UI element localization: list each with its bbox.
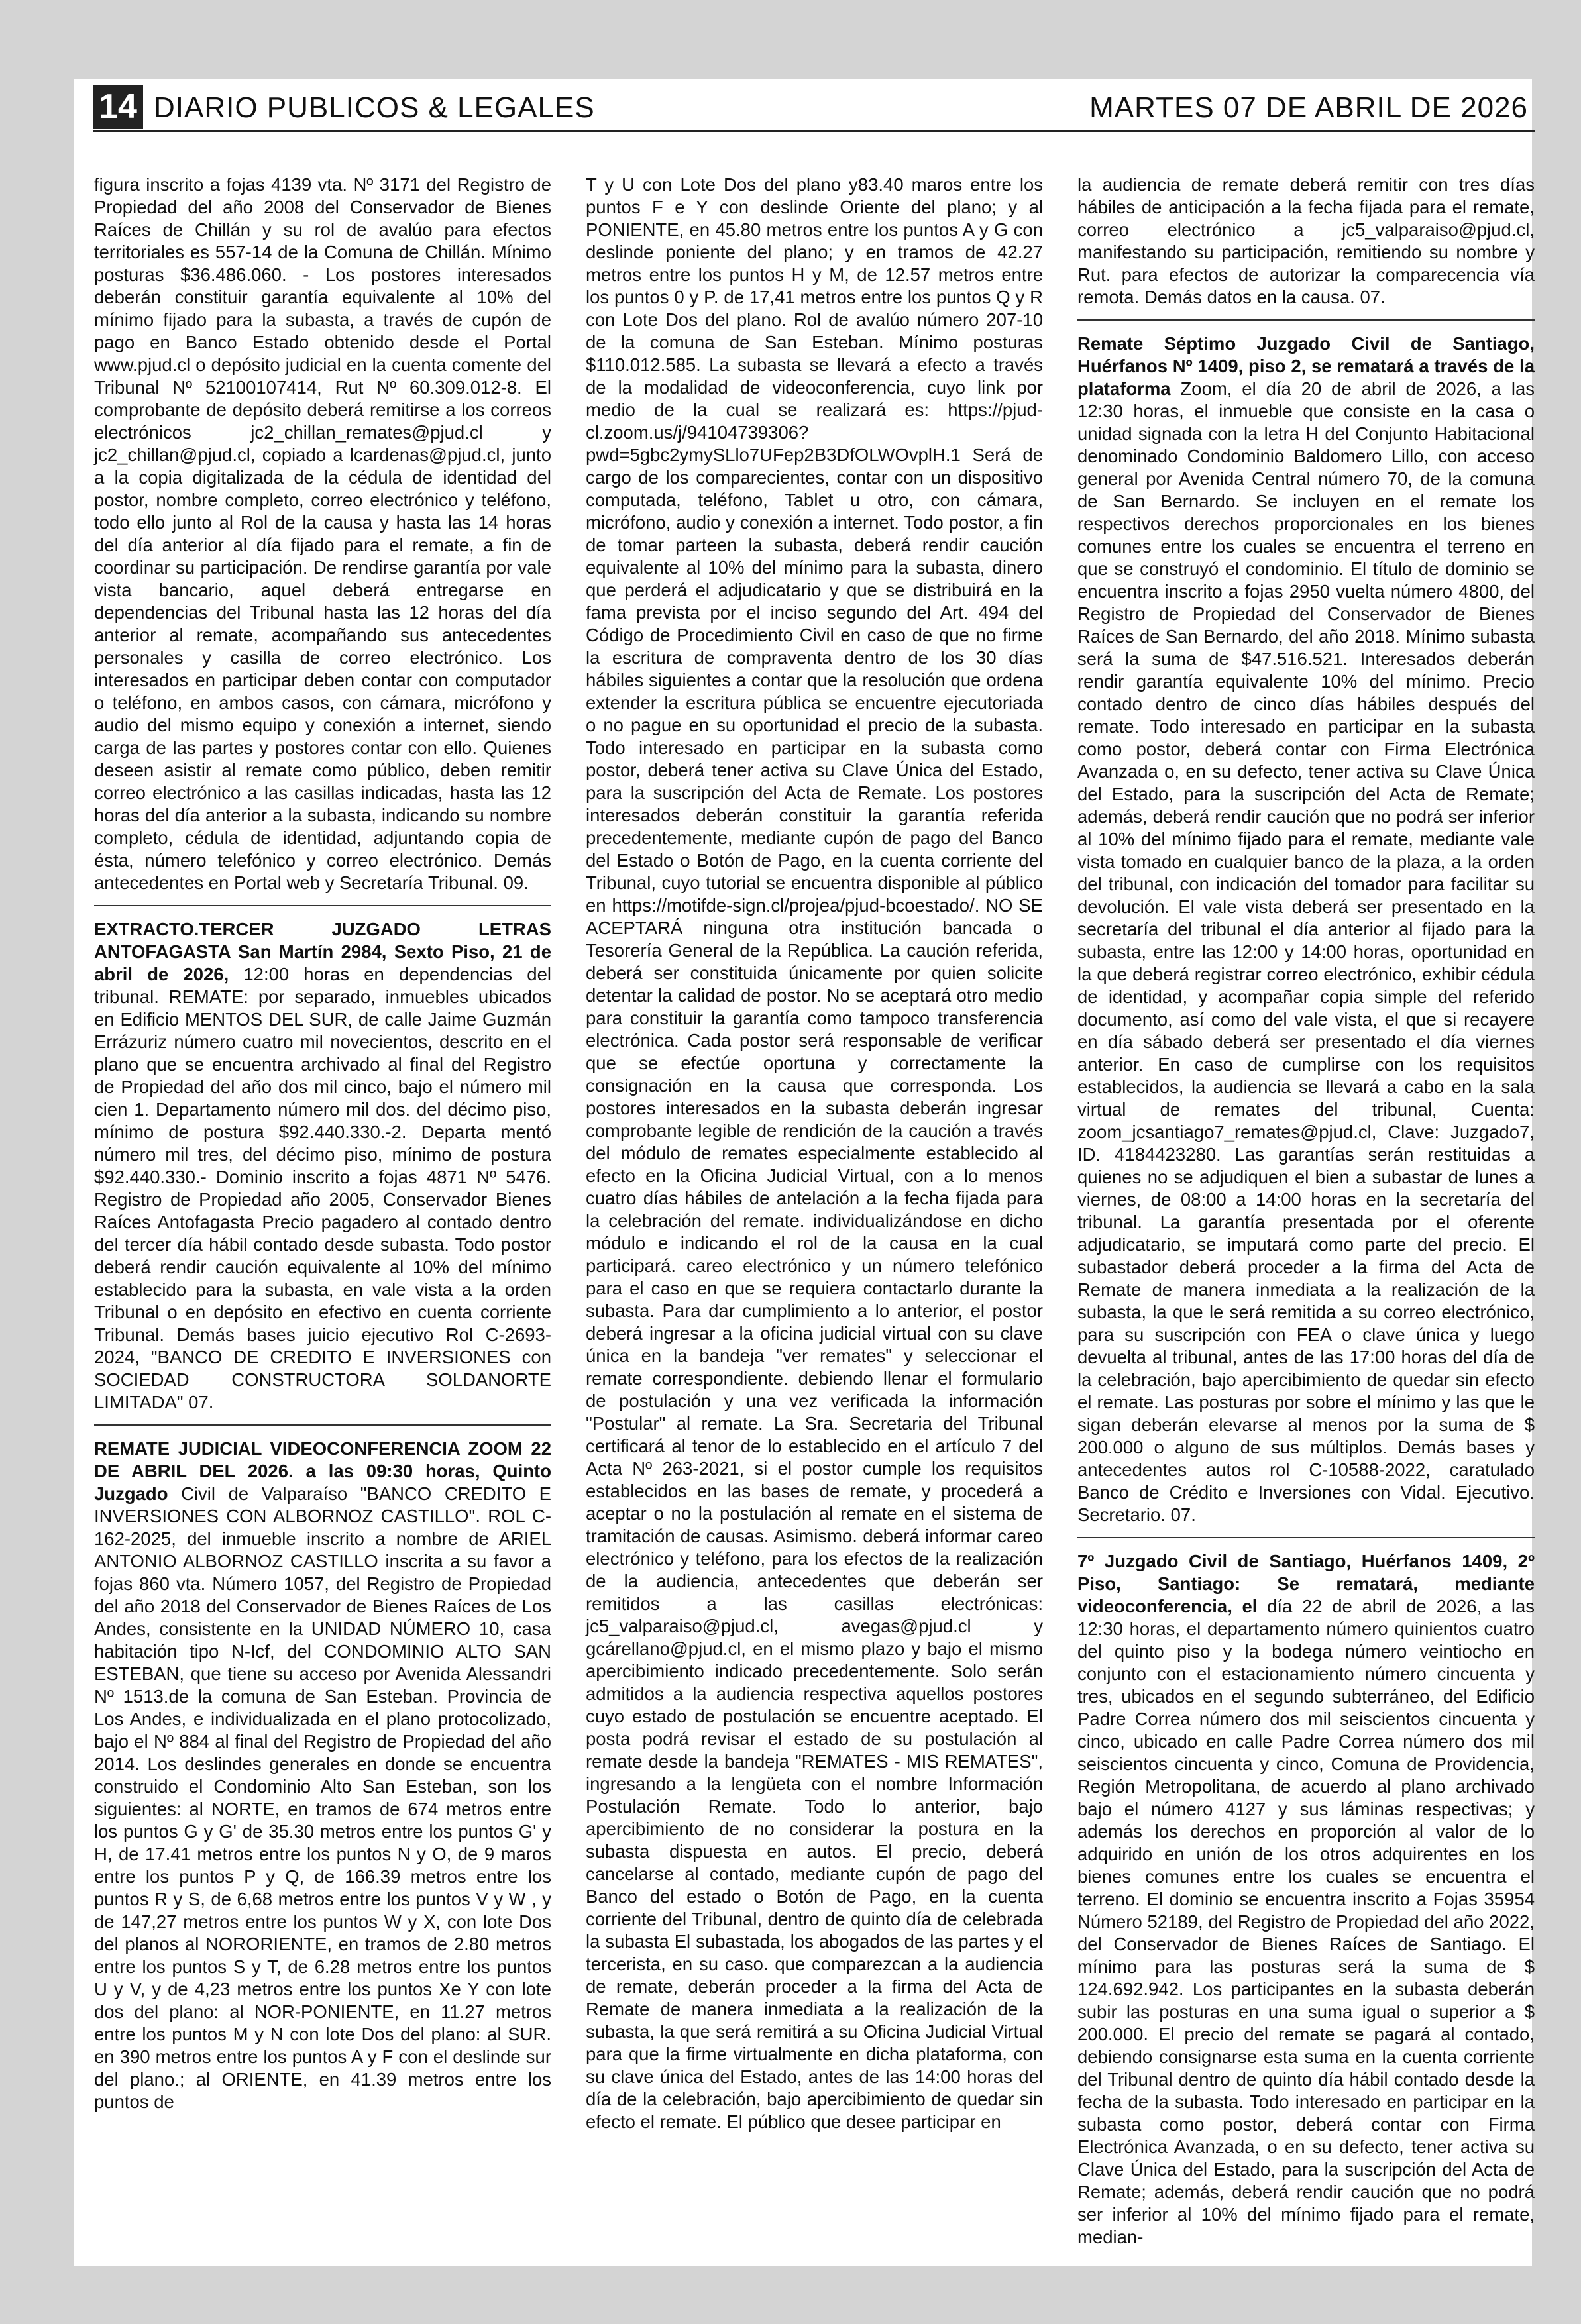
notice-heading: Remate Séptimo Juzgado Civil de Santiago, Huérfanos Nº 1409, piso 2, se rematará a través de la plataforma [1077,333,1535,399]
notice-text [94,918,551,1414]
notice-text [94,1438,551,2113]
notice-body: la audiencia de remate deberá remitir con tres días hábiles de anticipación a la fecha fijada para el remate, correo electrónico a jc5_valparaiso@pjud.cl, manifestando su participación, remitiendo su nombre y Rut. para efectos de autorizar la comparecencia vía remota. Demás datos en la causa. 07. [1077,174,1535,307]
column-3 [1077,174,1535,2247]
page-header [93,85,1535,132]
notice-antofagasta [94,918,551,1426]
notice-body: Civil de Valparaíso "BANCO CREDITO E INVERSIONES CON ALBORNOZ CASTILLO". ROL C-162-2025, del inmueble inscrito a nombre de ARIEL ANTONIO ALBORNOZ CASTILLO inscrita a su favor a fojas 860 vta. Número 1057, del Registro de Propiedad del año 2018 del Conservador de Bienes Raíces de Los Andes, consistente en la UNIDAD NÚMERO 10, casa habitación tipo N-Icf, del CONDOMINIO ALTO SAN ESTEBAN, que tiene su acceso por Avenida Alessandri Nº 1513.de la comuna de San Esteban. Provincia de Los Andes, e individualizada en el plano protocolizado, bajo el Nº 884 al final del Registro de Propiedad del año 2014. Los deslindes generales en donde se encuentra construido el Condominio Alto San Esteban, son los siguientes: al NORTE, en tramos de 674 metros entre los puntos G y G' de 35.30 metros entre los puntos G' y H, de 17.41 metros entre los puntos N y O, de 9 maros entre los puntos P y Q, de 166.39 metros entre los puntos R y S, de 6,68 metros entre los puntos V y W , y de 147,27 metros entre los puntos W y X, con lote Dos del planos al NORORIENTE, en tramos de 2.80 metros entre los puntos S y T, de 6.28 metros entre los puntos U y V, y de 4,23 metros entre los puntos Xe Y con lote dos del plano: al NOR-PONIENTE, en 11.27 metros entre los puntos M y N con lote Dos del plano: al SUR. en 390 metros entre los puntos A y F con el deslinde sur del plano.; al ORIENTE, en 41.39 metros entre los puntos de [94,1483,551,2112]
publication-name: DIARIO PUBLICOS & LEGALES [154,91,595,124]
notice-body: Zoom, el día 20 de abril de 2026, a las 12:30 horas, el inmueble que consiste en la casa o unidad signada con la letra H del Conjunto Habitacional denominado Condominio Baldomero Lillo, con acceso general por Avenida Central número 70, de la comuna de San Bernardo. Se incluyen en el remate los respectivos derechos proporcionales en los bienes comunes entre los cuales se encuentra el terreno en que se construyó el condominio. El título de dominio se encuentra inscrito a fojas 2950 vuelta número 4800, del Registro de Propiedad del Conservador de Bienes Raíces de San Bernardo, del año 2018. Mínimo subasta será la suma de $47.516.521. Interesados deberán rendir garantía equivalente 10% del mínimo. Precio contado dentro de cinco días hábiles después del remate. Todo interesado en participar en la subasta como postor, deberá contar con Firma Electrónica Avanzada o, en su defecto, tener activa su Clave Única del Estado, para la suscripción del Acta de Remate; además, deberá rendir caución que no podrá ser inferior al 10% del mínimo fijado para el remate, mediante vale vista tomado en cualquier banco de la plaza, a la orden del tribunal, con indicación del tomador para facilitar su devolución. El vale vista deberá ser presentado en la secretaría del tribunal el día anterior al fijado para la subasta, entre las 12:00 y 14:00 horas, oportunidad en la que deberá registrar correo electrónico, exhibir cédula de identidad, y acompañar copia simple del referido documento, así como del vale vista, el que si recayere en día sábado deberá ser presentado el día viernes anterior. En caso de cumplirse con los requisitos establecidos, la audiencia se llevará a cabo en la sala virtual de remates del tribunal, Cuenta: zoom_jcsantiago7_remates@pjud.cl, Clave: Juzgado7, ID. 4184423280. Las garantías serán restituidas a quienes no se adjudiquen el bien a subastar de lunes a viernes, de 08:00 a 14:00 horas en la secretaría del tribunal. La garantía presentada por el oferente adjudicatario, se imputará como parte del precio. El subastador deberá proceder a la firma del Acta de Remate de manera inmediata a la realización de la subasta, la que le será remitida a su correo electrónico, para su suscripción con FEA o clave única y luego devuelta al tribunal, antes de las 17:00 horas del día de la celebración, bajo apercibimiento de quedar sin efecto el remate. Las posturas por sobre el mínimo y las que le sigan deberán elevarse al menos por la suma de $ 200.000 o alguno de sus múltiplos. Demás bases y antecedentes autos rol C-10588-2022, caratulado Banco de Crédito e Inversiones con Vidal. Ejecutivo. Secretario. 07. [1077,378,1535,1525]
notice-heading: REMATE JUDICIAL VIDEOCONFERENCIA ZOOM 22 DE ABRIL DEL 2026. a las 09:30 horas, Quinto Juzgado [94,1438,551,1504]
notice-valparaiso-end [1077,174,1535,321]
notice-text [1077,333,1535,1526]
column-2 [586,174,1043,2227]
notice-body: 12:00 horas en dependencias del tribunal. REMATE: por separado, inmuebles ubicados en Edificio MENTOS DEL SUR, de calle Jaime Guzmán Errázuriz número cuatro mil novecientos, descrito en el plano que se encuentra archivado al final del Registro de Propiedad del año dos mil cinco, bajo el número mil cien 1. Departamento número mil dos. del décimo piso, mínimo de postura $92.440.330.-2. Departa mentó número mil tres, del décimo piso, mínimo de postura $92.440.330.- Dominio inscrito a fojas 4871 Nº 5476. Registro de Propiedad año 2005, Conservador Bienes Raíces Antofagasta Precio pagadero al contado dentro del tercer día hábil contado desde subasta. Todo postor deberá rendir caución equivalente al 10% del mínimo establecido para la subasta, en vale vista a la orden Tribunal o en depósito en efectivo en cuenta corriente Tribunal. Demás bases juicio ejecutivo Rol C-2693-2024, "BANCO DE CREDITO E INVERSIONES con SOCIEDAD CONSTRUCTORA SOLDANORTE LIMITADA" 07. [94,964,551,1412]
column-1 [94,174,551,2227]
notice-body: T y U con Lote Dos del plano y83.40 maros entre los puntos F e Y con deslinde Oriente del plano; y al PONIENTE, en 45.80 metros entre los puntos A y G con deslinde poniente del plano; y en tramos de 42.27 metros entre los puntos H y M, de 12.57 metros entre los puntos 0 y P. de 17,41 metros entre los puntos Q y R con Lote Dos del plano. Rol de avalúo número 207-10 de la comuna de San Esteban. Mínimo posturas $110.012.585. La subasta se llevará a efecto a través de la modalidad de videoconferencia, cuyo link por medio de la cual se realizará es: https://pjud-cl.zoom.us/j/94104739306?pwd=5gbc2ymySLlo7UFep2B3DfOLWOvplH.1 Será de cargo de los comparecientes, contar con un dispositivo computada, teléfono, Tablet u otro, con cámara, micrófono, audio y conexión a internet. Todo postor, a fin de tomar parteen la subasta, deberá rendir caución equivalente al 10% del mínimo para la subasta, dinero que perderá el adjudicatario y que se distribuirá en la fama prevista por el inciso segundo del Art. 494 del Código de Procedimiento Civil en caso de que no firme la escritura de compraventa dentro de los 30 días hábiles siguientes a contar que la resolución que ordena extender la escritura pública se encuentre ejecutoriada o no pague en su oportunidad el precio de la subasta. Todo interesado en participar en la subasta como postor, deberá tener activa su Clave Única del Estado, para la suscripción del Acta de Remate. Los postores interesados deberán constituir la garantía referida precedentemente, mediante cupón de pago del Banco del Estado o Botón de Pago, en la cuenta corriente del Tribunal, cuyo tutorial se encuentra disponible al público en https://motifde-sign.cl/projea/pjud-bcoestado/. NO SE ACEPTARÁ ninguna otra institución bancada o Tesorería General de la República. La caución referida, deberá ser constituida únicamente por quien solicite detentar la calidad de postor. No se aceptará otro medio para constituir la garantía como tampoco transferencia electrónica. Cada postor será responsable de verificar que se efectúe oportuna y correctamente la consignación en la causa que corresponda. Los postores interesados en la subasta deberán ingresar comprobante legible de rendición de la caución a través del módulo de remates especialmente establecido al efecto en la Oficina Judicial Virtual, con a lo menos cuatro días hábiles de antelación a la fecha fijada para la celebración del remate. individualizándose en dicho módulo e indicando el rol de la causa en la cual participará. careo electrónico y un número telefónico para el caso en que se requiera contactarlo durante la subasta. Para dar cumplimiento a lo anterior, el postor deberá ingresar a la oficina judicial virtual con su clave única en la bandeja "ver remates" y seleccionar el remate correspondiente. debiendo llenar el formulario de postulación y una vez verificada la información "Postular" al remate. La Sra. Secretaria del Tribunal certificará al tenor de lo establecido en el artículo 7 del Acta Nº 263-2021, si el postor cumple los requisitos establecidos en las bases de remate, y procederá a aceptar o no la postulación al remate en el sistema de tramitación de causas. Asimismo. deberá informar careo electrónico y teléfono, para los efectos de la realización de la audiencia, antecedentes que deberán ser remitidos a las casillas electrónicas: jc5_valparaiso@pjud.cl, avegas@pjud.cl y gcárellano@pjud.cl, en el mismo plazo y bajo el mismo apercibimiento indicado precedentemente. Solo serán admitidos a la audiencia respectiva aquellos postores cuyo estado de postulación se encuentre aceptado. El posta podrá revisar el estado de su postulación al remate desde la bandeja "REMATES - MIS REMATES", ingresando a la lengüeta con el nombre Información Postulación Remate. Todo lo anterior, bajo apercibimiento de no considerar la postura en la subasta dispuesta en autos. El precio, deberá cancelarse al contado, mediante cupón de pago del Banco del estado o Botón de Pago, en la cuenta corriente del Tribunal, dentro de quinto día de celebrada la subasta El subastada, los abogados de las partes y el tercerista, en su caso. que comparezcan a la audiencia de remate, deberán proceder a la firma del Acta de Remate de manera inmediata a la realización de la subasta, la que será remitirá a su Oficina Judicial Virtual para que la firme virtualmente en dicha plataforma, con su clave única del Estado, antes de las 14:00 horas del día de la celebración, bajo apercibimiento de quedar sin efecto el remate. El público que desee participar en [586,174,1043,2132]
notice-heading: 7º Juzgado Civil de Santiago, Huérfanos 1409, 2º Piso, Santiago: Se rematará, mediante videoconferencia, el [1077,1551,1535,1616]
page-number: 14 [93,85,143,129]
notice-chillan [94,174,551,906]
notice-valparaiso [94,1438,551,2124]
notice-santiago-septimo [1077,333,1535,1538]
notice-text [1077,1550,1535,2248]
notice-body: figura inscrito a fojas 4139 vta. Nº 3171 del Registro de Propiedad del año 2008 del Conservador de Bienes Raíces de Chillán y su rol de avalúo para efectos territoriales es 557-14 de la Comuna de Chillán. Mínimo posturas $36.486.060. - Los postores interesados deberán constituir garantía equivalente al 10% del mínimo fijado para la subasta, a través de cupón de pago en Banco Estado obtenido desde el Portal www.pjud.cl o depósito judicial en la cuenta comente del Tribunal Nº 52100107414, Rut Nº 60.309.012-8. El comprobante de depósito deberá remitirse a los correos electrónicos jc2_chillan_remates@pjud.cl y jc2_chillan@pjud.cl, copiado a lcardenas@pjud.cl, junto a la copia digitalizada de la cédula de identidad del postor, nombre completo, correo electrónico y teléfono, todo ello junto al Rol de la causa y hasta las 14 horas del día anterior al día fijado para el remate, a fin de coordinar su participación. De rendirse garantía por vale vista bancario, aquel deberá entregarse en dependencias del Tribunal hasta las 12 horas del día anterior al remate, acompañando sus antecedentes personales y casilla de correo electrónico. Los interesados en participar deben contar con computador o teléfono, en ambos casos, con cámara, micrófono y audio del mismo equipo y conexión a internet, siendo carga de las partes y postores contar con ello. Quienes deseen asistir al remate como público, deben remitir correo electrónico a las casillas indicadas, hasta las 12 horas del día anterior a la subasta, indicando su nombre completo, cédula de identidad, adjuntando copia de ésta, número telefónico y correo electrónico. Demás antecedentes en Portal web y Secretaría Tribunal. 09. [94,174,551,893]
notice-valparaiso-continued [586,174,1043,2144]
notice-heading: EXTRACTO.TERCER JUZGADO LETRAS ANTOFAGASTA San Martín 2984, Sexto Piso, 21 de abril de 2026, [94,919,551,984]
notice-body: día 22 de abril de 2026, a las 12:30 horas, el departamento número quinientos cuatro del quinto piso y la bodega número veintiocho en conjunto con el estacionamiento número cincuenta y tres, ubicados en el segundo subterráneo, del Edificio Padre Correa número dos mil seiscientos cincuenta y cinco, ubicado en calle Padre Correa número dos mil seiscientos cincuenta y cinco, Comuna de Providencia, Región Metropolitana, de acuerdo al plano archivado bajo el número 4127 y sus láminas respectivas; y además los derechos en proporción al valor de lo adquirido en unión de los otros adquirentes en los bienes comunes entre los cuales se encuentra el terreno. El dominio se encuentra inscrito a Fojas 35954 Número 52189, del Registro de Propiedad del año 2022, del Conservador de Bienes Raíces de Santiago. El mínimo para las posturas será la suma de $ 124.692.942. Los participantes en la subasta deberán subir las posturas en una suma igual o superior a $ 200.000. El precio del remate se pagará al contado, debiendo consignarse esta suma en la cuenta corriente del Tribunal dentro de quinto día hábil contado desde la fecha de la subasta. Todo interesado en participar en la subasta como postor, deberá contar con Firma Electrónica Avanzada, o en su defecto, tener activa su Clave Única del Estado, para la suscripción del Acta de Remate; además, deberá rendir caución que no podrá ser inferior al 10% del mínimo fijado para el remate, median- [1077,1596,1535,2247]
notice-santiago-7 [1077,1550,1535,2259]
publication-date: MARTES 07 DE ABRIL DE 2026 [1089,91,1528,124]
